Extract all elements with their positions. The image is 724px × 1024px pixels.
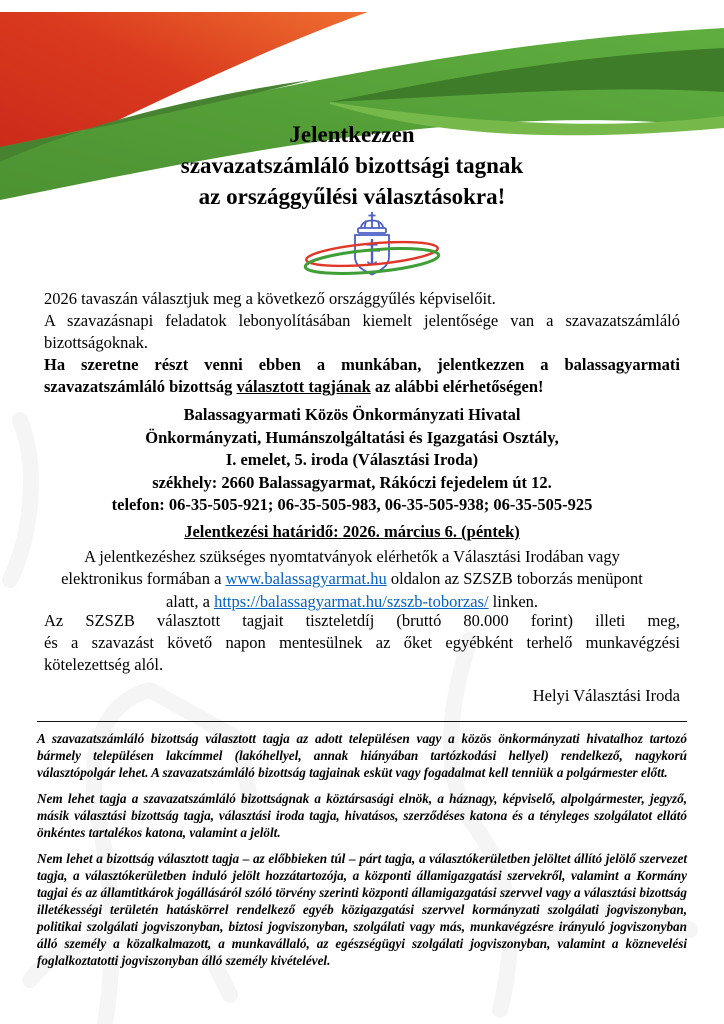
deadline-line-3-pre: alatt, a xyxy=(165,591,215,611)
contact-office-name: Balassagyarmati Közös Önkormányzati Hivatal xyxy=(183,405,521,424)
intro-line-2a: A szavazásnapi feladatok lebonyolításában kiemelt jelentősége van a szavazatszámláló xyxy=(44,311,680,330)
intro-underlined-phrase: választott tagjának xyxy=(236,377,371,396)
fine-print-paragraph-3: Nem lehet a bizottság választott tagja – az előbbieken túl – párt tagja, a választókerületben jelöltet állító jelölő szervezet tagja, a választókerületben induló jelölt hozzátartozója, a központi államigazgatási szervekről, valamint a Kormány tagjai és az államtitkárok jogállásáról szóló törvény szerinti központi államigazgatási szervvel vagy a választási bizottság illetékességi területén hatáskörrel rendelkező egyéb közigazgatási szervvel kormányzati szolgálati jogviszonyban, politikai szolgálati jogviszonyban, biztosi jogviszonyban, szolgálati vagy más, munkavégzésre irányuló jogviszonyban álló személy a közalkalmazott, a munkavállaló, az egészségügyi szolgálati jogviszonyban, valamint a köznevelési foglalkoztatotti jogviszonyban álló személy kivételével. xyxy=(37,851,687,968)
deadline-line-2-pre: elektronikus formában a xyxy=(61,569,226,588)
fine-print-paragraph-1: A szavazatszámláló bizottság választott tagja az adott településen vagy a közös önkormányzati hivatalhoz tartozó bármely településen lakcímmel (lakóhellyel, annak hiányában tartózkodási hellyel) rendelkező, nagykorú választópolgár lehet. A szavazatszámláló bizottság tagjainak esküt vagy fogadalmat kell tenniük a polgármester előtt. xyxy=(37,731,687,780)
contact-room: I. emelet, 5. iroda (Választási Iroda) xyxy=(225,450,479,469)
deadline-line-2 xyxy=(24,568,680,591)
contact-phones: telefon: 06-35-505-921; 06-35-505-983, 06-35-505-938; 06-35-505-925 xyxy=(111,495,593,514)
intro-bold-line-2-post: az alábbi elérhetőségen! xyxy=(370,377,544,396)
fine-print-paragraph-2: Nem lehet tagja a szavazatszámláló bizottságnak a köztársasági elnök, a háznagy, képviselő, alpolgármester, jegyző, másik választási bizottság tagja, választási iroda tagja, hivatásos, szerződéses katona és a tényleges szolgálatot ellátó önkéntes tartalékos katona, valamint a jelölt. xyxy=(37,791,687,840)
hungary-coat-of-arms-icon xyxy=(302,211,442,291)
website-link[interactable]: www.balassagyarmat.hu xyxy=(225,569,387,588)
deadline-line-3-post: linken. xyxy=(488,591,539,611)
contact-block xyxy=(24,404,680,517)
page-title xyxy=(24,119,680,212)
intro-bold-line-2-pre: szavazatszámláló bizottság xyxy=(44,377,237,396)
intro-paragraph xyxy=(44,288,680,398)
compensation-line-3: kötelezettség alól. xyxy=(44,655,164,674)
footnote-divider-line xyxy=(37,721,687,722)
title-line-1: Jelentkezzen xyxy=(289,122,415,147)
toborzas-link[interactable]: https://balassagyarmat.hu/szszb-toborzas/ xyxy=(214,591,489,611)
deadline-line-2-post: oldalon az SZSZB toborzás menüpont xyxy=(386,569,643,588)
deadline-line-1: A jelentkezéshez szükséges nyomtatványok elérhetők a Választási Irodában vagy xyxy=(84,546,620,566)
fine-print-block xyxy=(37,730,687,978)
deadline-block xyxy=(24,521,680,613)
compensation-line-1: Az SZSZB választott tagjait tiszteletdíj (bruttó 80.000 forint) illeti meg, xyxy=(44,611,680,630)
title-line-2: szavazatszámláló bizottsági tagnak xyxy=(180,153,524,178)
signature: Helyi Választási Iroda xyxy=(532,686,680,705)
title-line-3: az országgyűlési választásokra! xyxy=(198,184,506,209)
compensation-paragraph xyxy=(44,610,680,676)
contact-address: székhely: 2660 Balassagyarmat, Rákóczi fejedelem út 12. xyxy=(152,472,552,492)
compensation-line-2: és a szavazást követő napon mentesülnek az őket egyébként terhelő munkavégzési xyxy=(44,633,680,652)
intro-line-2b: bizottságoknak. xyxy=(44,333,149,352)
intro-line-1: 2026 tavaszán választjuk meg a következő országgyűlés képviselőit. xyxy=(44,289,496,308)
intro-bold-line-2 xyxy=(44,376,680,398)
deadline-heading: Jelentkezési határidő: 2026. március 6. (péntek) xyxy=(184,522,520,541)
intro-bold-line-1: Ha szeretne részt venni ebben a munkában, jelentkezzen a balassagyarmati xyxy=(44,355,680,374)
contact-department: Önkormányzati, Humánszolgáltatási és Igazgatási Osztály, xyxy=(145,427,559,447)
